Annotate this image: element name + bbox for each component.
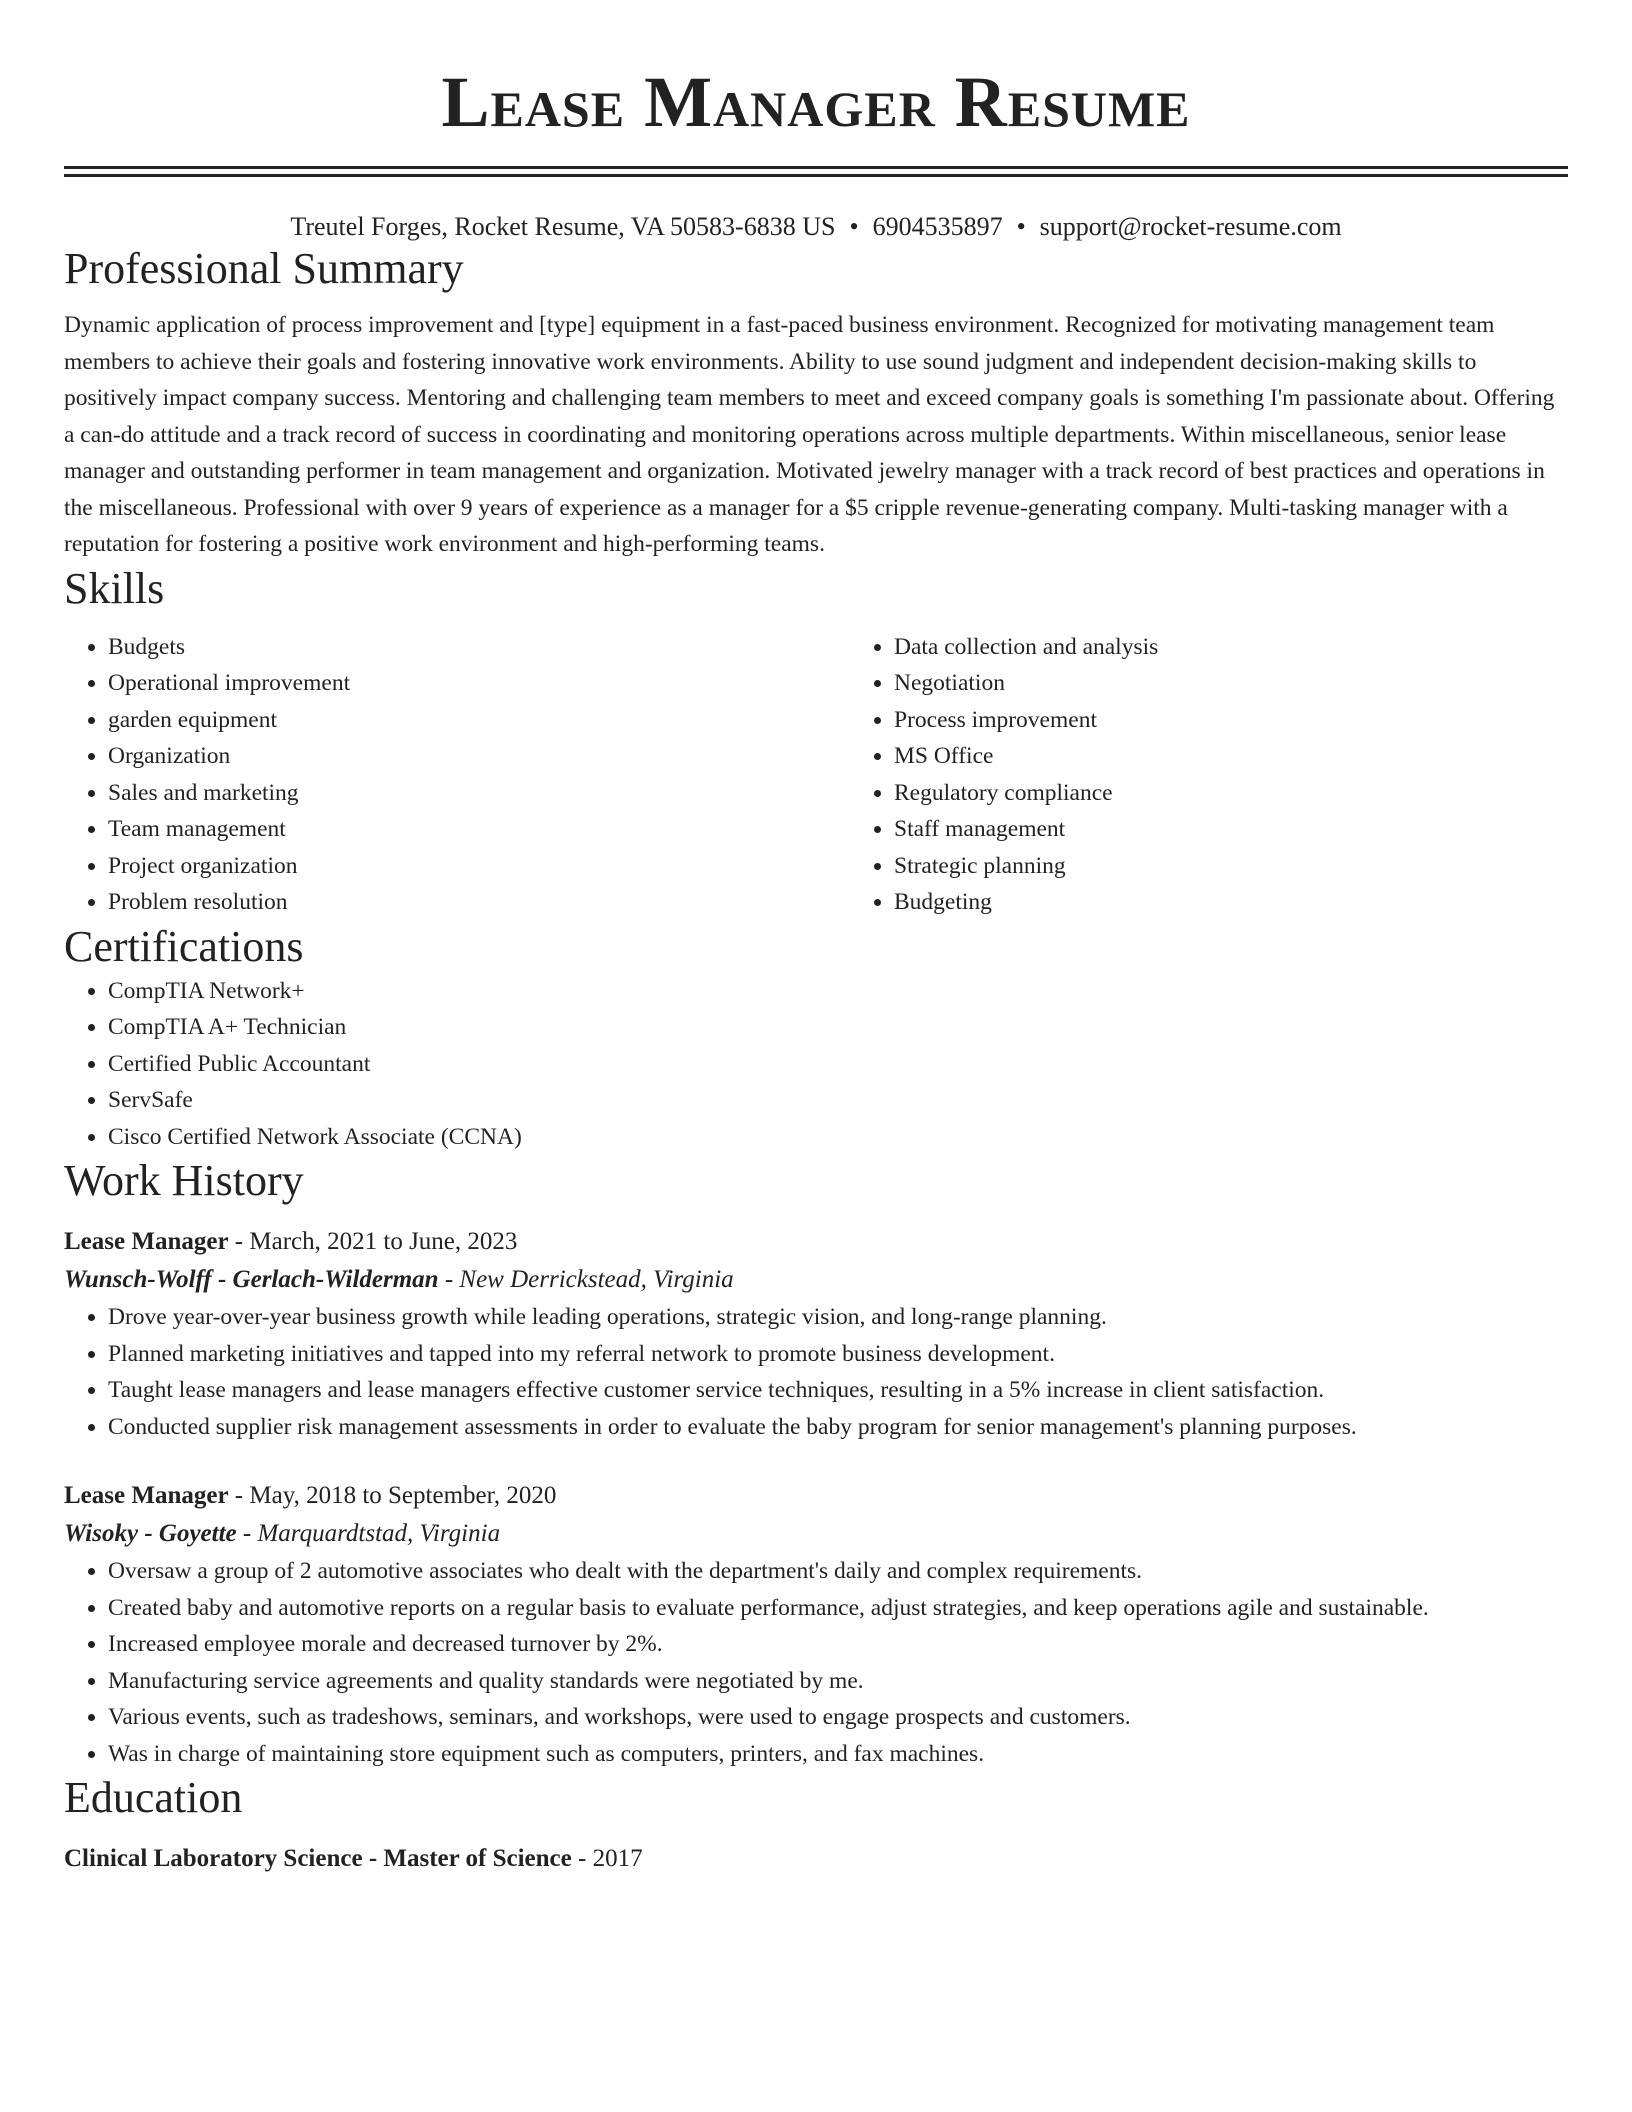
skill-item: • Operational improvement — [108, 665, 850, 702]
job-duty: • Drove year-over-year business growth while leading operations, strategic vision, and long-range planning. — [108, 1299, 1568, 1336]
job-duty: • Manufacturing service agreements and quality standards were negotiated by me. — [108, 1663, 1568, 1700]
title-divider — [64, 166, 1568, 177]
skill-item: • Process improvement — [894, 702, 1632, 739]
certification-item: • Cisco Certified Network Associate (CCNA) — [108, 1119, 1568, 1156]
company-line: Wunsch-Wolff - Gerlach-Wilderman - New Derrickstead, Virginia — [64, 1266, 734, 1293]
skills-heading: Skills — [64, 563, 165, 613]
skill-item: • Problem resolution — [108, 884, 850, 921]
job-title-line: Lease Manager - May, 2018 to September, 2020 — [64, 1482, 557, 1509]
job-duty: • Various events, such as tradeshows, seminars, and workshops, were used to engage prospects and customers. — [108, 1699, 1568, 1736]
resume-title: Lease Manager Resume — [441, 62, 1191, 142]
contact-address: Treutel Forges, Rocket Resume, VA 50583-6838 US — [290, 212, 836, 241]
certification-item: • CompTIA Network+ — [108, 973, 1568, 1010]
skills-left-list — [64, 629, 850, 921]
company-name: Wisoky - Goyette — [64, 1520, 237, 1547]
work-history-heading: Work History — [64, 1156, 304, 1205]
skill-item: • Regulatory compliance — [894, 775, 1632, 812]
job-duty: • Oversaw a group of 2 automotive associates who dealt with the department's daily and complex requirements. — [108, 1553, 1568, 1590]
job-duties-list — [64, 1299, 1568, 1445]
job-title-line: Lease Manager - March, 2021 to June, 2023 — [64, 1228, 518, 1255]
skills-right-list — [850, 629, 1632, 921]
job-duty: • Taught lease managers and lease managers effective customer service techniques, resulting in a 5% increase in client satisfaction. — [108, 1372, 1568, 1409]
job-duties-list — [64, 1553, 1568, 1772]
contact-separator: • — [849, 212, 859, 241]
certifications-heading: Certifications — [64, 921, 304, 971]
summary-text: Dynamic application of process improvement and [type] equipment in a fast-paced business environment. Recognized for motivating management team members to achieve their goals and fostering innovative work environments. Ability to use sound judgment and independent decision-making skills to positively impact company success. Mentoring and challenging team members to meet and exceed company goals is something I'm passionate about. Offering a can-do attitude and a track record of success in coordinating and monitoring operations across multiple departments. Within miscellaneous, senior lease manager and outstanding performer in team management and organization. Motivated jewelry manager with a track record of best practices and operations in the miscellaneous. Professional with over 9 years of experience as a manager for a $5 cripple revenue-generating company. Multi-tasking manager with a reputation for fostering a positive work environment and high-performing teams. — [64, 312, 1555, 557]
contact-email: support@rocket-resume.com — [1039, 212, 1342, 241]
job-duty: • Increased employee morale and decreased turnover by 2%. — [108, 1626, 1568, 1663]
skill-item: • Sales and marketing — [108, 775, 850, 812]
skill-item: • Organization — [108, 738, 850, 775]
skill-item: • Negotiation — [894, 665, 1632, 702]
company-line: Wisoky - Goyette - Marquardtstad, Virginia — [64, 1520, 501, 1547]
education-heading: Education — [64, 1773, 243, 1822]
company-name: Wunsch-Wolff - Gerlach-Wilderman — [64, 1266, 439, 1293]
skill-item: • Team management — [108, 811, 850, 848]
skill-item: • Budgets — [108, 629, 850, 666]
summary-heading: Professional Summary — [64, 244, 464, 293]
skill-item: • Project organization — [108, 848, 850, 885]
job-entry — [64, 1223, 1568, 1445]
skill-item: • Budgeting — [894, 884, 1632, 921]
company-location: New Derrickstead, Virginia — [459, 1266, 734, 1293]
skill-item: • Data collection and analysis — [894, 629, 1632, 666]
contact-separator: • — [1016, 212, 1026, 241]
skill-item: • Staff management — [894, 811, 1632, 848]
certification-item: • ServSafe — [108, 1082, 1568, 1119]
skill-item: • MS Office — [894, 738, 1632, 775]
contact-line — [64, 211, 1568, 243]
certifications-list — [64, 973, 1568, 1156]
contact-phone: 6904535897 — [872, 212, 1003, 241]
job-dates: March, 2021 to June, 2023 — [249, 1228, 518, 1255]
education-degree: Clinical Laboratory Science - Master of Science — [64, 1845, 572, 1872]
job-duty: • Planned marketing initiatives and tapped into my referral network to promote business development. — [108, 1336, 1568, 1373]
job-title: Lease Manager — [64, 1482, 229, 1509]
skills-grid — [64, 629, 1568, 921]
certification-item: • Certified Public Accountant — [108, 1046, 1568, 1083]
certification-item: • CompTIA A+ Technician — [108, 1009, 1568, 1046]
job-dates: May, 2018 to September, 2020 — [249, 1482, 557, 1509]
education-entry: Clinical Laboratory Science - Master of Science - 2017 — [64, 1845, 643, 1872]
job-duty: • Created baby and automotive reports on a regular basis to evaluate performance, adjust strategies, and keep operations agile and sustainable. — [108, 1590, 1568, 1627]
skill-item: • Strategic planning — [894, 848, 1632, 885]
job-title: Lease Manager — [64, 1228, 229, 1255]
job-duty: • Conducted supplier risk management assessments in order to evaluate the baby program for senior management's planning purposes. — [108, 1409, 1568, 1446]
job-duty: • Was in charge of maintaining store equipment such as computers, printers, and fax machines. — [108, 1736, 1568, 1773]
company-location: Marquardtstad, Virginia — [257, 1520, 501, 1547]
job-entry — [64, 1477, 1568, 1772]
education-year: 2017 — [592, 1845, 643, 1872]
skill-item: • garden equipment — [108, 702, 850, 739]
